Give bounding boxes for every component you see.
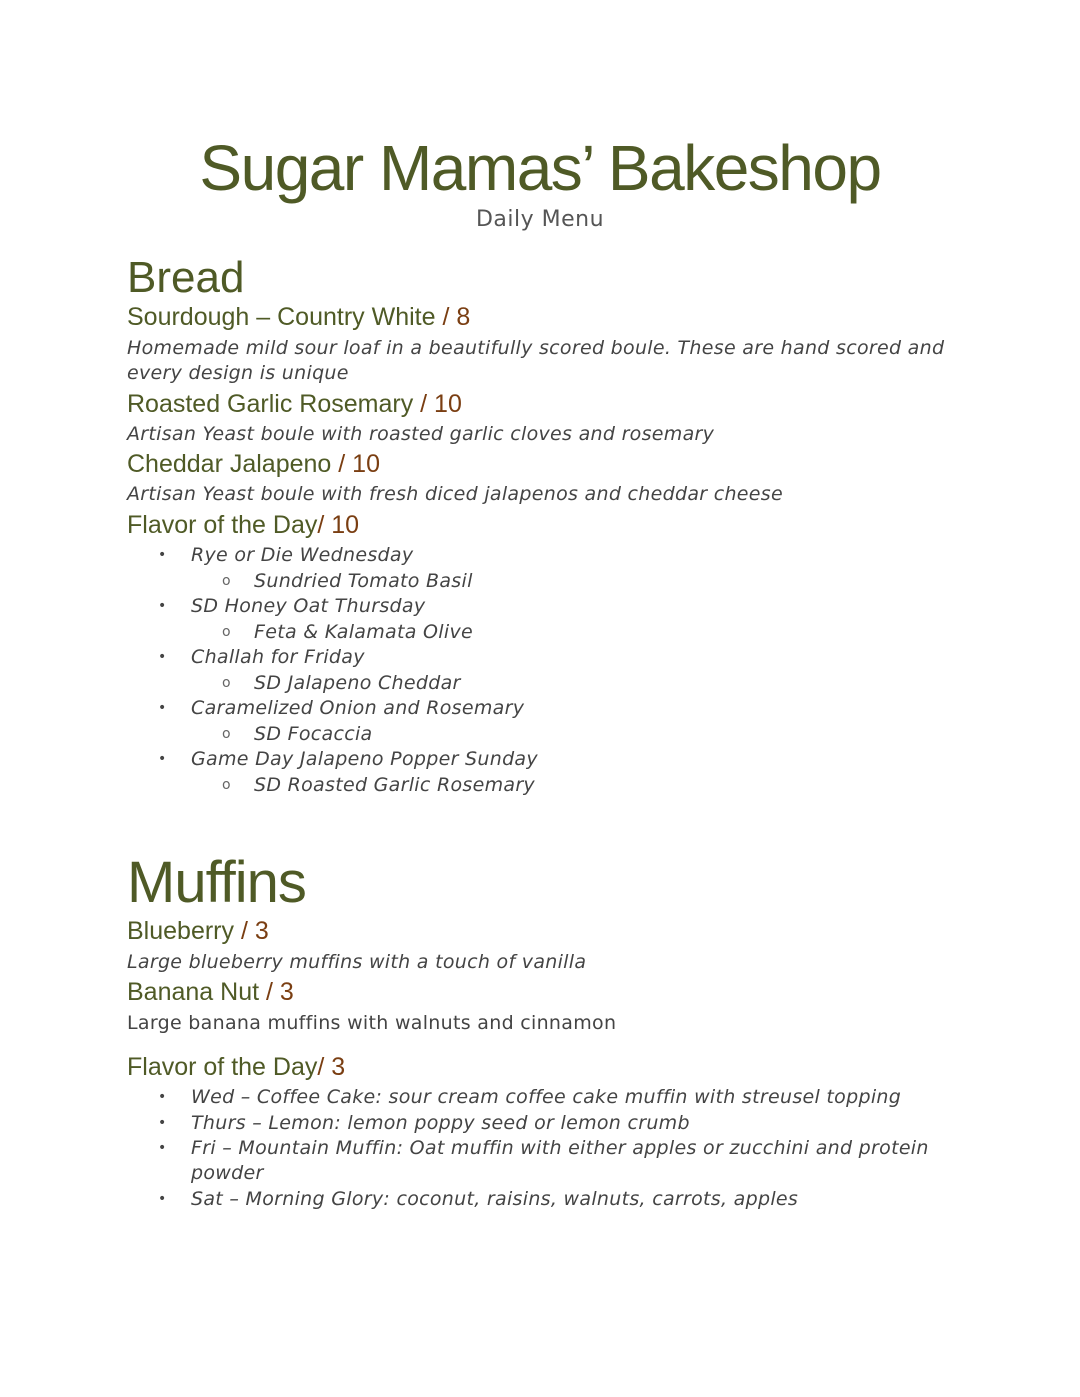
list-item: Challah for Friday — [191, 646, 365, 668]
page-title: Sugar Mamas’ Bakeshop — [199, 132, 881, 204]
list-item: Thurs – Lemon: lemon poppy seed or lemon crumb — [191, 1112, 690, 1134]
item-price: / 8 — [435, 303, 471, 331]
circle-bullet-icon: o — [222, 624, 231, 640]
item-price: / 3 — [234, 917, 269, 945]
item-name: Banana Nut — [127, 978, 260, 1006]
bullet-icon: • — [158, 700, 167, 716]
item-price: / 10 — [413, 390, 462, 418]
bullet-icon: • — [158, 1115, 167, 1131]
list-item: Fri – Mountain Muffin: Oat muffin with either apples or zucchini and protein powder — [191, 1137, 929, 1184]
list-item: Game Day Jalapeno Popper Sunday — [191, 748, 538, 770]
item-description: Large blueberry muffins with a touch of vanilla — [127, 951, 587, 973]
circle-bullet-icon: o — [222, 726, 231, 742]
menu-item-banana-nut — [127, 977, 294, 1007]
bullet-icon: • — [158, 1089, 167, 1105]
item-description: Artisan Yeast boule with roasted garlic cloves and rosemary — [127, 423, 715, 445]
item-price: / 3 — [259, 978, 294, 1006]
circle-bullet-icon: o — [222, 777, 231, 793]
menu-item-sourdough — [127, 302, 470, 332]
item-name: Blueberry — [127, 917, 234, 945]
bullet-icon: • — [158, 1191, 167, 1207]
item-name: Roasted Garlic Rosemary — [127, 390, 414, 418]
muffins-heading: Muffins — [127, 850, 306, 915]
circle-bullet-icon: o — [222, 573, 231, 589]
menu-item-cheddar-jalapeno — [127, 449, 380, 479]
item-price: / 10 — [331, 450, 380, 478]
item-name: Flavor of the Day — [127, 1053, 318, 1081]
list-item: Sat – Morning Glory: coconut, raisins, walnuts, carrots, apples — [191, 1188, 799, 1210]
list-item: Rye or Die Wednesday — [191, 544, 414, 566]
bread-heading: Bread — [127, 253, 245, 302]
menu-item-muffin-flavor-of-the-day — [127, 1052, 345, 1082]
item-price: / 10 — [317, 511, 360, 539]
item-description: Large banana muffins with walnuts and cinnamon — [127, 1012, 617, 1034]
bullet-icon: • — [158, 547, 167, 563]
circle-bullet-icon: o — [222, 675, 231, 691]
bullet-icon: • — [158, 751, 167, 767]
bullet-icon: • — [158, 1140, 167, 1156]
list-item: SD Honey Oat Thursday — [191, 595, 426, 617]
sub-list-item: Sundried Tomato Basil — [254, 570, 473, 592]
list-item: Wed – Coffee Cake: sour cream coffee cake muffin with streusel topping — [191, 1086, 902, 1108]
bullet-icon: • — [158, 649, 167, 665]
list-item: Caramelized Onion and Rosemary — [191, 697, 525, 719]
item-description: Homemade mild sour loaf in a beautifully scored boule. These are hand scored and every design is unique — [127, 337, 945, 384]
item-name: Sourdough – Country White — [127, 303, 436, 331]
sub-list-item: SD Focaccia — [254, 723, 373, 745]
item-name: Cheddar Jalapeno — [127, 450, 332, 478]
sub-list-item: Feta & Kalamata Olive — [254, 621, 473, 643]
bullet-icon: • — [158, 598, 167, 614]
item-price: / 3 — [317, 1053, 346, 1081]
menu-item-roasted-garlic-rosemary — [127, 389, 462, 419]
menu-item-bread-flavor-of-the-day — [127, 510, 359, 540]
menu-item-blueberry — [127, 916, 269, 946]
item-description: Artisan Yeast boule with fresh diced jalapenos and cheddar cheese — [127, 483, 783, 505]
item-name: Flavor of the Day — [127, 511, 318, 539]
sub-list-item: SD Jalapeno Cheddar — [254, 672, 461, 694]
sub-list-item: SD Roasted Garlic Rosemary — [254, 774, 535, 796]
page-subtitle: Daily Menu — [475, 207, 605, 232]
